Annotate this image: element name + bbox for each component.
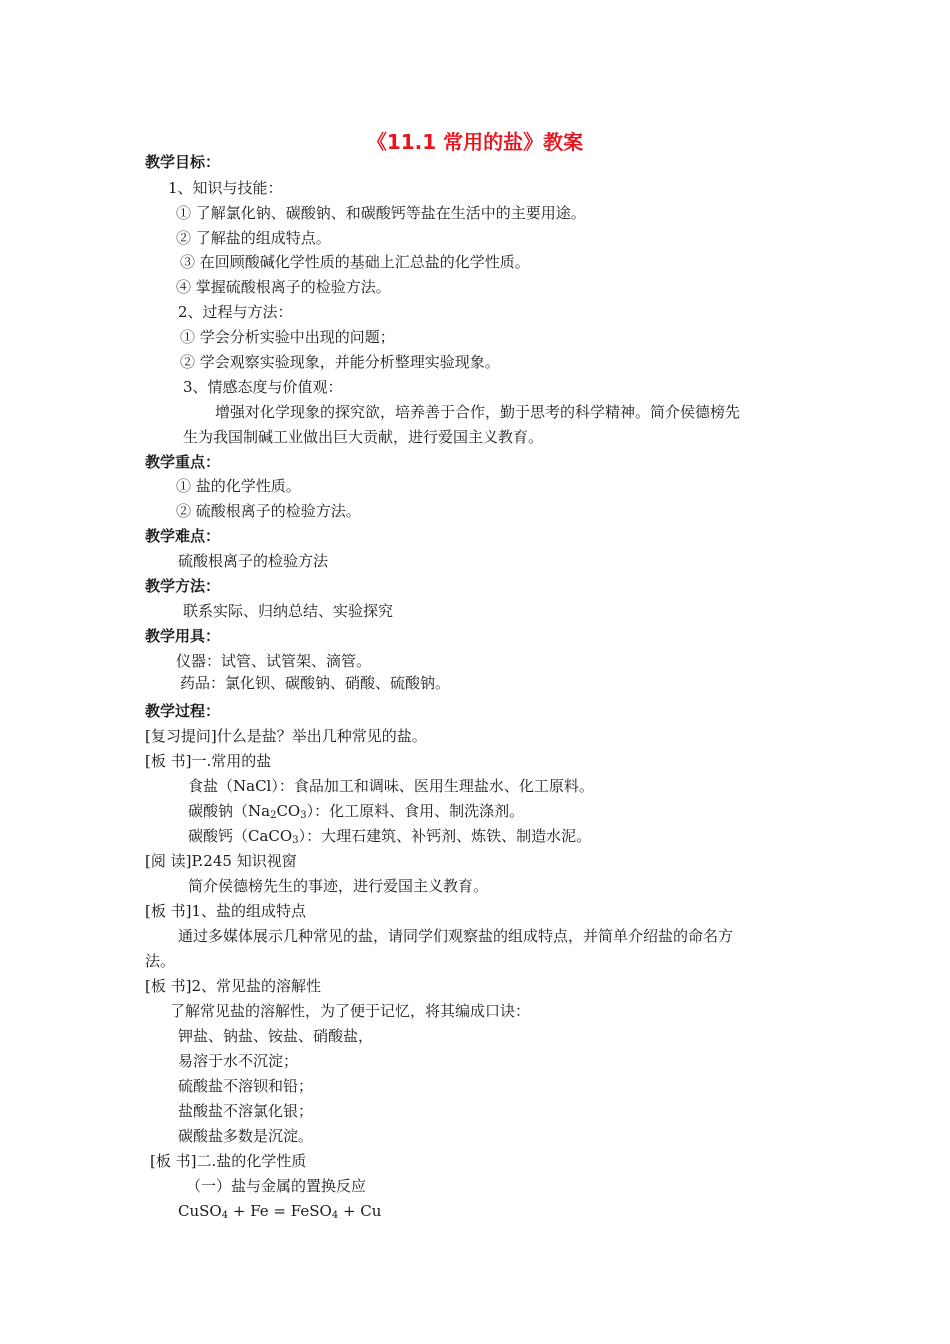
composition-line1: 通过多媒体展示几种常见的盐，请同学们观察盐的组成特点，并简单介绍盐的命名方 (178, 927, 734, 945)
rhyme-line: 盐酸盐不溶氯化银； (178, 1102, 314, 1120)
key-point-item: ① 盐的化学性质。 (176, 477, 301, 495)
process-title: 2、过程与方法： (178, 303, 293, 321)
reaction-subheading: （一）盐与金属的置换反应 (186, 1177, 367, 1195)
tools-reagents: 药品：氯化钡、碳酸钠、硝酸、硫酸钠。 (180, 674, 451, 692)
objectives-heading: 教学目标： (145, 153, 221, 171)
knowledge-item: ③ 在回顾酸碱化学性质的基础上汇总盐的化学性质。 (180, 253, 530, 271)
key-point-item: ② 硫酸根离子的检验方法。 (176, 502, 361, 520)
process-item: ② 学会观察实验现象，并能分析整理实验现象。 (180, 353, 500, 371)
knowledge-item: ① 了解氯化钠、碳酸钠、和碳酸钙等盐在生活中的主要用途。 (176, 204, 586, 222)
page-title: 《11.1 常用的盐》教案 (366, 130, 584, 154)
knowledge-item: ④ 掌握硫酸根离子的检验方法。 (176, 278, 391, 296)
rhyme-line: 易溶于水不沉淀； (178, 1052, 299, 1070)
board-note: [板 书]2、常见盐的溶解性 (145, 977, 322, 995)
na2co3-line: 碳酸钠$(Na_2CO_3)$：化工原料、食用、制洗涤剂。 (188, 802, 525, 821)
board-note: [板 书]二.盐的化学性质 (150, 1152, 307, 1170)
key-points-heading: 教学重点： (145, 453, 221, 471)
reading-note: [阅 读]P.245 知识视窗 (145, 852, 297, 870)
board-note: [板 书]一.常用的盐 (145, 752, 272, 770)
reading-text: 简介侯德榜先生的事迹，进行爱国主义教育。 (188, 877, 489, 895)
caco3-line: 碳酸钙（CaCO$_3$）：大理石建筑、补钙剂、炼铁、制造水泥。 (188, 827, 592, 846)
attitude-text-line1: 增强对化学现象的探究欲，培养善于合作，勤于思考的科学精神。简介侯德榜先 (215, 403, 741, 421)
process-heading: 教学过程： (145, 702, 221, 720)
solubility-intro: 了解常见盐的溶解性，为了便于记忆，将其编成口诀： (170, 1002, 531, 1020)
attitude-title: 3、情感态度与价值观： (183, 378, 343, 396)
tools-heading: 教学用具： (145, 627, 221, 645)
chemical-equation: CuSO$_4$ + Fe = FeSO$_4$ + Cu (178, 1202, 382, 1221)
knowledge-title: 1、知识与技能： (168, 179, 283, 197)
attitude-text-line2: 生为我国制碱工业做出巨大贡献，进行爱国主义教育。 (183, 428, 544, 446)
rhyme-line: 钾盐、钠盐、铵盐、硝酸盐， (178, 1027, 374, 1045)
nacl-line: 食盐（NaCl）：食品加工和调味、医用生理盐水、化工原料。 (188, 777, 594, 795)
review-question: [复习提问]什么是盐？举出几种常见的盐。 (145, 727, 427, 745)
rhyme-line: 硫酸盐不溶钡和铅； (178, 1077, 314, 1095)
method-text: 联系实际、归纳总结、实验探究 (183, 602, 394, 620)
knowledge-item: ② 了解盐的组成特点。 (176, 229, 331, 247)
difficulty-heading: 教学难点： (145, 527, 221, 545)
method-heading: 教学方法： (145, 577, 221, 595)
tools-instruments: 仪器：试管、试管架、滴管。 (176, 652, 372, 670)
difficulty-text: 硫酸根离子的检验方法 (178, 552, 329, 570)
board-note: [板 书]1、盐的组成特点 (145, 902, 307, 920)
rhyme-line: 碳酸盐多数是沉淀。 (178, 1127, 314, 1145)
process-item: ① 学会分析实验中出现的问题； (180, 328, 395, 346)
composition-line2: 法。 (145, 952, 176, 970)
